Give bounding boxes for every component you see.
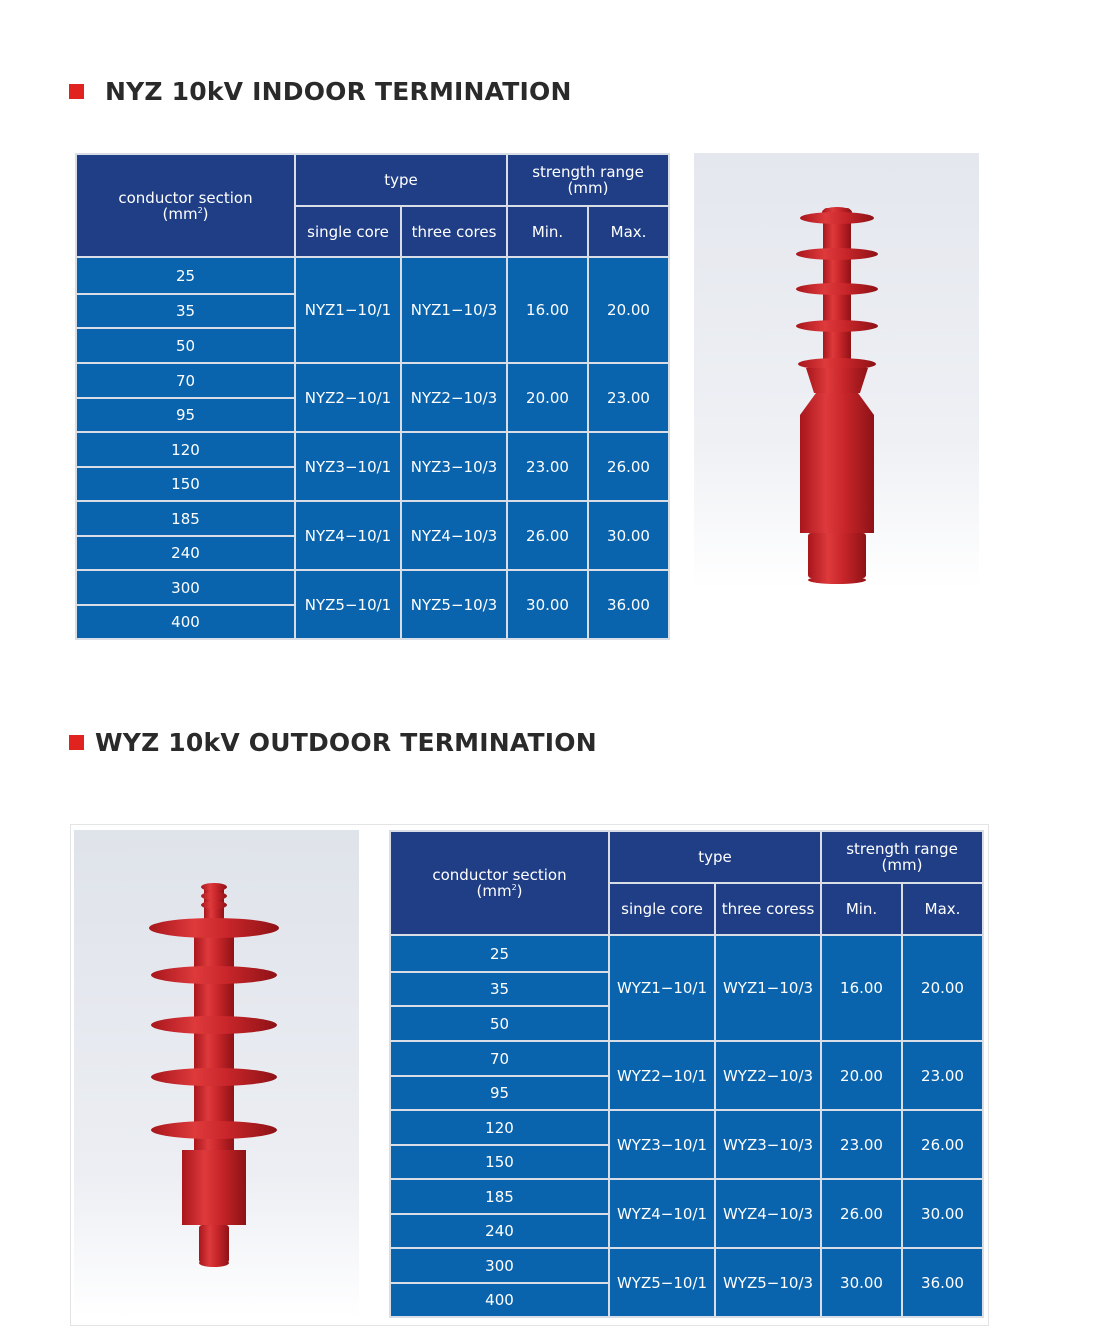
- strength-range-header: strength range (mm): [507, 154, 669, 206]
- indoor-title-text: NYZ 10kV INDOOR TERMINATION: [105, 76, 572, 106]
- outdoor-title-text: WYZ 10kV OUTDOOR TERMINATION: [95, 727, 597, 757]
- three-cores-cell: WYZ2−10/3: [715, 1041, 821, 1110]
- section-cell: 25: [390, 935, 609, 972]
- indoor-termination-photo: [694, 153, 979, 590]
- indoor-spec-table: [75, 153, 670, 640]
- title-bullet-icon: [69, 735, 84, 750]
- single-core-cell: WYZ3−10/1: [609, 1110, 715, 1179]
- section-cell: 35: [390, 972, 609, 1006]
- section-cell: 120: [76, 432, 295, 467]
- conductor-section-header: conductor section $(mm^2)$: [390, 831, 609, 935]
- single-core-cell: WYZ4−10/1: [609, 1179, 715, 1248]
- section-cell: 400: [390, 1283, 609, 1317]
- section-cell: 300: [76, 570, 295, 605]
- single-core-cell: NYZ5−10/1: [295, 570, 401, 639]
- section-cell: 70: [390, 1041, 609, 1076]
- max-cell: 30.00: [588, 501, 669, 570]
- max-cell: 23.00: [902, 1041, 983, 1110]
- section-cell: 185: [390, 1179, 609, 1214]
- single-core-cell: NYZ2−10/1: [295, 363, 401, 432]
- outdoor-termination-photo: [74, 830, 359, 1318]
- min-cell: 26.00: [507, 501, 588, 570]
- min-cell: 20.00: [821, 1041, 902, 1110]
- min-cell: 23.00: [507, 432, 588, 501]
- three-cores-cell: NYZ3−10/3: [401, 432, 507, 501]
- max-header: Max.: [588, 206, 669, 257]
- outdoor-section-title: [69, 725, 597, 759]
- type-header: type: [295, 154, 507, 206]
- max-cell: 20.00: [588, 257, 669, 363]
- section-cell: 120: [390, 1110, 609, 1145]
- single-core-cell: WYZ1−10/1: [609, 935, 715, 1041]
- min-cell: 23.00: [821, 1110, 902, 1179]
- three-cores-cell: WYZ3−10/3: [715, 1110, 821, 1179]
- max-header: Max.: [902, 883, 983, 935]
- three-cores-cell: WYZ1−10/3: [715, 935, 821, 1041]
- section-cell: 25: [76, 257, 295, 294]
- min-cell: 16.00: [821, 935, 902, 1041]
- single-core-header: single core: [295, 206, 401, 257]
- single-core-cell: NYZ1−10/1: [295, 257, 401, 363]
- title-bullet-icon: [69, 84, 84, 99]
- section-cell: 95: [76, 398, 295, 432]
- min-cell: 16.00: [507, 257, 588, 363]
- min-cell: 20.00: [507, 363, 588, 432]
- outdoor-spec-table: [389, 830, 984, 1318]
- single-core-cell: NYZ4−10/1: [295, 501, 401, 570]
- max-cell: 26.00: [588, 432, 669, 501]
- min-cell: 30.00: [821, 1248, 902, 1317]
- section-cell: 150: [76, 467, 295, 501]
- conductor-section-header: conductor section $(mm^2)$: [76, 154, 295, 257]
- three-cores-cell: NYZ1−10/3: [401, 257, 507, 363]
- three-cores-cell: NYZ5−10/3: [401, 570, 507, 639]
- three-cores-cell: WYZ4−10/3: [715, 1179, 821, 1248]
- three-cores-header: three cores: [401, 206, 507, 257]
- section-cell: 240: [390, 1214, 609, 1248]
- single-core-cell: NYZ3−10/1: [295, 432, 401, 501]
- three-cores-cell: NYZ4−10/3: [401, 501, 507, 570]
- single-core-header: single core: [609, 883, 715, 935]
- three-coress-header: three coress: [715, 883, 821, 935]
- indoor-section-title: [69, 74, 572, 108]
- max-cell: 30.00: [902, 1179, 983, 1248]
- section-cell: 400: [76, 605, 295, 639]
- min-header: Min.: [821, 883, 902, 935]
- section-cell: 50: [390, 1006, 609, 1041]
- section-cell: 95: [390, 1076, 609, 1110]
- section-cell: 50: [76, 328, 295, 363]
- max-cell: 26.00: [902, 1110, 983, 1179]
- section-cell: 185: [76, 501, 295, 536]
- section-cell: 70: [76, 363, 295, 398]
- section-cell: 300: [390, 1248, 609, 1283]
- min-cell: 26.00: [821, 1179, 902, 1248]
- max-cell: 36.00: [902, 1248, 983, 1317]
- max-cell: 36.00: [588, 570, 669, 639]
- min-cell: 30.00: [507, 570, 588, 639]
- strength-range-header: strength range (mm): [821, 831, 983, 883]
- section-cell: 150: [390, 1145, 609, 1179]
- max-cell: 23.00: [588, 363, 669, 432]
- three-cores-cell: WYZ5−10/3: [715, 1248, 821, 1317]
- section-cell: 240: [76, 536, 295, 570]
- three-cores-cell: NYZ2−10/3: [401, 363, 507, 432]
- section-cell: 35: [76, 294, 295, 328]
- single-core-cell: WYZ2−10/1: [609, 1041, 715, 1110]
- max-cell: 20.00: [902, 935, 983, 1041]
- min-header: Min.: [507, 206, 588, 257]
- type-header: type: [609, 831, 821, 883]
- single-core-cell: WYZ5−10/1: [609, 1248, 715, 1317]
